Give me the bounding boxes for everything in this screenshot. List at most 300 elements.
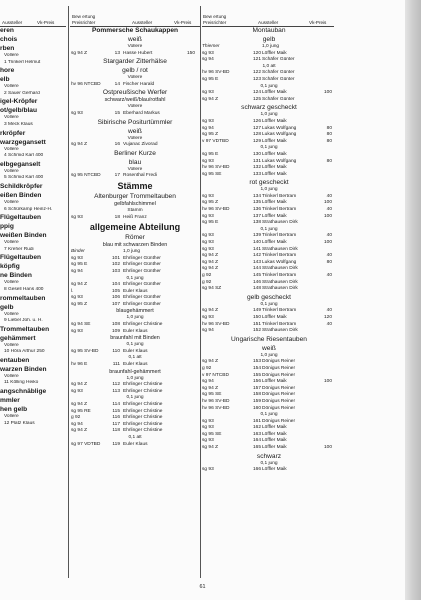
entry-text: 5 Schmid Karl 400 xyxy=(4,175,44,181)
entry-exhibitor-name: Ehrlinger Christine xyxy=(123,382,163,388)
section-heading: rben xyxy=(0,45,15,52)
entry-rating: sg 95 SE xyxy=(202,171,222,177)
section-heading: rot gescheckt xyxy=(249,179,289,187)
entry-row xyxy=(202,328,336,335)
section-heading: 0,1 jung xyxy=(260,301,278,307)
entry-exhibitor-name: Löffler Maik xyxy=(262,379,287,385)
entry-exhibitor-name: Trinkerl Bertram xyxy=(262,253,297,259)
entry-exhibitor-name: Eberhard Markus xyxy=(123,110,160,116)
entry-rating: sg 94 Z xyxy=(202,259,218,265)
entry-rating: sg 94 Z xyxy=(71,50,87,56)
entry-exhibitor-name: Dönigus Reiner xyxy=(262,405,296,411)
entry-row xyxy=(71,302,199,309)
entry-text: Vollere xyxy=(4,168,19,174)
entry-exhibitor-name: Ehrlinger Günther xyxy=(123,255,161,261)
entry-exhibitor-name: Löffler Maik xyxy=(262,445,287,451)
entry-entry-number: 130 xyxy=(252,151,261,157)
section-heading: igel-Kröpfer xyxy=(0,98,38,106)
section-heading: eißen Binden xyxy=(0,191,42,199)
entry-entry-number: 153 xyxy=(252,359,261,365)
entry-price: 40 xyxy=(326,321,332,327)
entry-rating: v 97 NTCBD xyxy=(202,372,229,378)
section-heading: Vollere xyxy=(127,104,143,110)
entry-text: 6 Schürkamp Heinz-H. xyxy=(4,206,53,212)
entry-row xyxy=(202,207,336,214)
entry-row xyxy=(71,142,199,149)
entry-rating: sg 93 xyxy=(202,118,214,124)
entry-row xyxy=(202,220,336,227)
entry-rating: sg 93 xyxy=(202,467,214,473)
entry-entry-number: 122 xyxy=(252,70,261,76)
entry-row xyxy=(71,82,199,89)
section-heading: chois xyxy=(0,36,18,43)
entry-rating: sg 94 Z xyxy=(71,402,87,407)
entry-exhibitor-name: Ehrlinger Christine xyxy=(123,322,163,328)
entry-row xyxy=(202,286,336,293)
entry-price: 40 xyxy=(326,193,332,199)
entry-exhibitor-name: Ehrlinger Christine xyxy=(123,415,163,421)
entry-rating: sg 94 SE xyxy=(71,322,91,328)
entry-text: 8 Gesell Hans 400 xyxy=(4,286,44,292)
entry-row xyxy=(202,57,336,64)
entry-row xyxy=(202,399,336,406)
entry-rating: sg 94 Z xyxy=(202,385,218,391)
section-heading: Vollere xyxy=(127,75,143,81)
section-heading: Vollere xyxy=(127,135,143,141)
entry-entry-number: 127 xyxy=(252,125,261,131)
header-exhibitor-label: Aussteller xyxy=(258,19,279,25)
entry-text: Vollere xyxy=(4,280,19,286)
entry-rating: hv 96 E xyxy=(71,362,88,368)
entry-row xyxy=(202,315,336,322)
entry-entry-number: 155 xyxy=(252,372,261,378)
entry-exhibitor-name: Löffler Maik xyxy=(262,151,287,157)
section-heading: weiß xyxy=(128,36,142,43)
entry-entry-number: 117 xyxy=(112,421,120,427)
entry-rating: sg 94 Z xyxy=(71,382,87,388)
entry-entry-number: 13 xyxy=(114,50,120,56)
entry-entry-number: 135 xyxy=(252,200,261,206)
entry-text: 12 Platz Klaus xyxy=(4,420,35,426)
section-heading: elbgeganselt xyxy=(0,160,41,168)
section-heading: köpfig xyxy=(0,263,20,271)
entry-exhibitor-name: Euler Klaus xyxy=(123,348,148,354)
entry-entry-number: 159 xyxy=(252,398,261,404)
entry-row xyxy=(71,415,199,422)
entry-rating: sg 94 Z xyxy=(71,282,87,288)
entry-price: 80 xyxy=(326,138,332,144)
section-heading: 0,1 jung xyxy=(126,395,144,401)
entry-row xyxy=(71,269,199,276)
entry-exhibitor-name: Dönigus Reiner xyxy=(262,398,296,404)
entry-row xyxy=(202,152,336,159)
entry-entry-number: 124 xyxy=(252,90,261,96)
entry-text: Vollere xyxy=(4,311,19,317)
entry-exhibitor-name: Strathausen Dirk xyxy=(262,220,298,226)
entry-price: 100 xyxy=(323,90,332,96)
entry-entry-number: 162 xyxy=(252,425,261,431)
entry-rating: sg 94 Z xyxy=(202,308,218,314)
entry-price: 80 xyxy=(326,158,332,164)
entry-rating: hv 96 SV-BD xyxy=(202,165,230,171)
entry-row xyxy=(71,402,199,409)
entry-exhibitor-name: Trinkerl Bertram xyxy=(262,308,297,314)
entry-rating: v 97 VDTBD xyxy=(202,138,229,144)
entry-rating: sg 95 SE xyxy=(202,431,222,437)
entry-exhibitor-name: Löffler Maik xyxy=(262,165,287,171)
entry-entry-number: 104 xyxy=(111,282,120,288)
entry-row xyxy=(71,362,199,369)
entry-entry-number: 102 xyxy=(111,262,120,268)
entry-price: 100 xyxy=(323,379,332,385)
section-heading: 0,1 jung xyxy=(126,275,144,281)
entry-entry-number: 125 xyxy=(252,96,261,102)
section-heading: 0,1 jung xyxy=(260,412,278,418)
section-heading: braunfahl-gehämmert xyxy=(109,368,161,375)
entry-row xyxy=(202,406,336,413)
entry-entry-number: 150 xyxy=(252,314,261,320)
entry-entry-number: 154 xyxy=(252,365,261,371)
entry-row xyxy=(71,173,199,180)
entry-price: 40 xyxy=(326,253,332,259)
entry-entry-number: 18 xyxy=(114,214,120,220)
header-exhibitor-label: Aussteller xyxy=(132,19,153,25)
entry-text: Vollere xyxy=(4,146,19,152)
entry-row xyxy=(202,139,336,146)
entry-rating: sg 93 xyxy=(202,213,214,219)
entry-rating: hv 96 SV-BD xyxy=(202,321,230,327)
entry-rating: sg 93 xyxy=(71,295,83,301)
section-heading: braunfahl mit Binden xyxy=(110,335,160,342)
entry-exhibitor-name: 1,0 jung xyxy=(262,44,280,49)
entry-entry-number: 136 xyxy=(252,207,261,213)
entry-exhibitor-name: Trinkerl Bertram xyxy=(262,273,297,278)
entry-exhibitor-name: Trinkerl Bertram xyxy=(262,233,297,239)
entry-entry-number: 128 xyxy=(252,132,261,138)
section-heading: Sibirische Positurtümmler xyxy=(97,118,173,126)
entry-row xyxy=(71,111,199,118)
entry-rating: hv 96 NTCBD xyxy=(71,81,101,87)
entry-rating: sg 94 xyxy=(202,379,214,385)
entry-text: Vollere xyxy=(4,199,19,205)
entry-price: 80 xyxy=(326,125,332,131)
entry-rating: sg 93 xyxy=(71,255,83,261)
entry-entry-number: 140 xyxy=(252,240,261,246)
entry-text: Vollere xyxy=(4,342,19,348)
section-heading: ne Binden xyxy=(0,272,32,280)
entry-entry-number: 111 xyxy=(112,362,120,368)
entry-rating: sg 95 E xyxy=(202,76,219,82)
entry-exhibitor-name: Lukas Wolfgang xyxy=(262,158,297,164)
entry-exhibitor-name: Ehrlinger Christine xyxy=(123,402,163,407)
entry-entry-number: 17 xyxy=(114,173,120,179)
entry-entry-number: 132 xyxy=(252,165,261,171)
entry-rating: sg 94 Z xyxy=(202,445,218,451)
entry-rating: sg 93 xyxy=(202,246,214,252)
entry-exhibitor-name: Löffler Maik xyxy=(262,200,287,206)
entry-rating: sg 94 xyxy=(71,268,83,274)
entry-row xyxy=(202,172,336,179)
entry-rating: sg 93 xyxy=(202,50,214,56)
section-heading: elb xyxy=(0,76,10,84)
entry-exhibitor-name: Strathausen Dirk xyxy=(262,279,298,285)
entry-price: 100 xyxy=(323,445,332,451)
header-price-label: Vk-Preis xyxy=(309,19,327,25)
entry-price: 100 xyxy=(323,200,332,206)
entry-row xyxy=(71,389,199,396)
section-heading: gelb / rot xyxy=(122,67,148,75)
header-price-label: Vk-Preis xyxy=(37,19,55,25)
entry-rating: g 92 xyxy=(202,279,212,285)
entry-rating: hv 96 SV-BD xyxy=(202,398,230,404)
entry-rating: l. xyxy=(71,288,74,294)
entry-exhibitor-name: Löffler Maik xyxy=(262,171,287,177)
section-heading: 1,0 jung xyxy=(260,187,278,193)
entry-entry-number: 112 xyxy=(112,382,120,388)
entry-entry-number: 16 xyxy=(114,142,120,148)
entry-price: 40 xyxy=(326,207,332,213)
entry-entry-number: 163 xyxy=(252,431,261,437)
section-heading: Vollere xyxy=(127,44,143,49)
header-exhibitor-label: Aussteller xyxy=(2,19,23,25)
section-heading: blau mit schwarzen Binden xyxy=(102,242,168,249)
entry-entry-number: 110 xyxy=(112,348,120,354)
entry-exhibitor-name: Löffler Maik xyxy=(262,50,287,56)
entry-row xyxy=(202,366,336,373)
entry-text: 2 Sauer Gerhard xyxy=(4,90,40,96)
page-number: 61 xyxy=(199,584,206,590)
entry-rating: sg 93 xyxy=(202,425,214,431)
middle-column xyxy=(71,26,199,578)
section-heading: blaugehämmert xyxy=(116,308,154,315)
entry-entry-number: 161 xyxy=(252,418,261,424)
entry-rating: sg 95 Z xyxy=(202,200,218,206)
entry-exhibitor-name: Trinkerl Bertram xyxy=(262,321,297,327)
entry-exhibitor-name: Strathausen Dirk xyxy=(262,246,298,252)
entry-exhibitor-name: Löffler Maik xyxy=(262,138,287,144)
entry-row xyxy=(202,132,336,139)
entry-entry-number: 109 xyxy=(111,328,120,334)
entry-rating: sg 93 xyxy=(71,388,83,394)
entry-row xyxy=(202,90,336,97)
entry-entry-number: 126 xyxy=(252,118,261,124)
section-heading: Flügeltauben xyxy=(0,214,42,222)
entry-row xyxy=(202,308,336,315)
section-heading: rommeltauben xyxy=(0,294,46,302)
entry-row xyxy=(71,349,199,356)
entry-rating: sg 93 xyxy=(71,328,83,334)
entry-exhibitor-name: Ehrlinger Günther xyxy=(123,262,161,268)
section-heading: Pommersche Schaukappen xyxy=(91,27,179,34)
section-heading: gelbfahlschimmel xyxy=(114,200,156,207)
entry-rating: hv 96 SV-BD xyxy=(202,70,230,76)
entry-exhibitor-name: Rosenthal Fredi xyxy=(123,173,157,179)
entry-rating: hv 96 SV-BD xyxy=(202,207,230,213)
entry-text: 3 Meck Klaus xyxy=(4,121,33,127)
entry-exhibitor-name: Trinkerl Bertram xyxy=(262,207,297,213)
entry-entry-number: 115 xyxy=(112,408,120,414)
entry-row xyxy=(202,70,336,77)
entry-entry-number: 118 xyxy=(112,428,120,434)
entry-exhibitor-name: Dönigus Reiner xyxy=(262,359,296,365)
section-heading: weiß xyxy=(128,127,142,135)
section-heading: 0,1 alt xyxy=(128,434,142,440)
section-heading: angschnäblige xyxy=(0,388,47,396)
entry-text: 11 Kölling Heiko xyxy=(4,380,39,386)
entry-rating: sg 95 RE xyxy=(71,408,91,414)
entry-entry-number: 139 xyxy=(252,233,261,239)
entry-entry-number: 129 xyxy=(252,138,261,144)
entry-entry-number: 103 xyxy=(111,268,120,274)
entry-rating: sg 93 xyxy=(71,110,83,116)
entry-entry-number: 160 xyxy=(252,405,261,411)
entry-row xyxy=(71,51,199,58)
entry-row xyxy=(202,392,336,399)
entry-rating: sg 95 Z xyxy=(202,132,218,138)
left-column xyxy=(0,26,67,578)
entry-entry-number: 121 xyxy=(252,57,261,63)
header-rating-label: Bew ertung Preisrichter xyxy=(72,14,96,25)
entry-exhibitor-name: Löffler Maik xyxy=(262,90,287,96)
entry-rating: sg 95 E xyxy=(202,151,219,157)
entry-row xyxy=(71,442,199,449)
entry-text: Vollere xyxy=(4,84,19,90)
entry-rating: sg 93 xyxy=(71,214,83,220)
entry-row xyxy=(202,253,336,260)
entry-rating: sg 94 xyxy=(71,421,83,427)
entry-rating: g 92 xyxy=(202,365,212,371)
entry-text: Vollere xyxy=(4,414,19,420)
entry-row xyxy=(71,382,199,389)
entry-rating: sg 95 E xyxy=(71,262,88,268)
entry-exhibitor-name: Dönigus Reiner xyxy=(262,418,296,424)
section-heading: Berliner Kurze xyxy=(114,149,156,157)
section-heading: warzgegansett xyxy=(0,138,46,146)
section-heading: Stargarder Zitterhälse xyxy=(103,58,167,66)
section-heading: 0,1 jung xyxy=(260,460,278,466)
section-heading: Stamm xyxy=(127,207,143,213)
header-price-label: Vk-Preis xyxy=(174,19,192,25)
entry-row xyxy=(71,215,199,222)
section-heading: Vollere xyxy=(127,166,143,172)
entry-exhibitor-name: Heiß Franz xyxy=(123,214,147,220)
entry-entry-number: 106 xyxy=(111,295,120,301)
entry-text: 1 Trinkerl Helmut xyxy=(4,59,41,65)
entry-exhibitor-name: Schäfer Günter xyxy=(262,96,295,102)
entry-exhibitor-name: Ehrlinger Christine xyxy=(123,428,163,434)
entry-exhibitor-name: Schäfer Günter xyxy=(262,57,295,63)
entry-entry-number: 164 xyxy=(252,438,261,444)
entry-row xyxy=(202,445,336,452)
entry-entry-number: 165 xyxy=(252,445,261,451)
entry-row xyxy=(202,273,336,280)
entry-price: 40 xyxy=(326,233,332,239)
entry-exhibitor-name: Euler Klaus xyxy=(123,441,148,447)
entry-entry-number: 141 xyxy=(252,246,261,252)
entry-rating: Thiemer xyxy=(202,44,220,49)
entry-entry-number: 113 xyxy=(112,388,120,394)
entry-entry-number: 101 xyxy=(111,255,120,261)
entry-exhibitor-name: Ehrlinger Günther xyxy=(123,268,161,274)
entry-exhibitor-name: Trinkerl Bertram xyxy=(262,193,297,199)
entry-row xyxy=(202,240,336,247)
entry-text: Vollere xyxy=(4,240,19,246)
entry-row xyxy=(202,165,336,172)
entry-exhibitor-name: Dönigus Reiner xyxy=(262,385,296,391)
entry-entry-number: 108 xyxy=(111,322,120,328)
section-heading: Schildkröpfer xyxy=(0,182,43,190)
entry-text: 9 Liebel Joh. u. H. xyxy=(4,318,43,324)
section-heading: mmler xyxy=(0,397,20,405)
entry-rating: sg 93 xyxy=(202,90,214,96)
entry-price: 100 xyxy=(323,240,332,246)
entry-text: 10 Höra Arthur 250 xyxy=(4,349,45,355)
section-heading: 1,0 jung xyxy=(260,352,278,358)
entry-exhibitor-name: Schäfer Günter xyxy=(262,76,295,82)
entry-price: 40 xyxy=(326,308,332,314)
entry-text: 4 Schmid Karl 400 xyxy=(4,153,44,159)
entry-entry-number: 166 xyxy=(252,467,261,473)
entry-row xyxy=(202,97,336,104)
entry-exhibitor-name: Lukas Wolfgang xyxy=(262,125,297,131)
entry-entry-number: 158 xyxy=(252,392,261,398)
entry-entry-number: 131 xyxy=(252,158,261,164)
section-heading: gelb gescheckt xyxy=(247,293,291,301)
section-heading: 0,1 jung xyxy=(126,342,144,348)
entry-exhibitor-name: Euler Klaus xyxy=(123,328,148,334)
entry-price: 80 xyxy=(326,132,332,138)
entry-rating: sg 95 NTCBD xyxy=(71,173,101,179)
entry-rating: sg 94 Z xyxy=(202,359,218,365)
entry-exhibitor-name: Lukas Wolfgang xyxy=(262,259,297,265)
section-heading: blau xyxy=(128,158,142,166)
entry-exhibitor-name: Strathausen Dirk xyxy=(262,286,298,292)
entry-entry-number: 137 xyxy=(252,213,261,219)
section-heading: 0,1 jung xyxy=(260,83,278,89)
entry-row xyxy=(71,428,199,435)
section-heading: Stämme xyxy=(117,180,153,191)
entry-rating: sg 93 xyxy=(202,158,214,164)
entry-rating: sg 94 xyxy=(202,57,214,63)
entry-row xyxy=(202,379,336,386)
entry-rating: sg 94 Z xyxy=(71,142,87,148)
entry-entry-number: 120 xyxy=(252,50,261,56)
column-divider xyxy=(200,6,201,578)
entry-price: 100 xyxy=(323,213,332,219)
entry-entry-number: 144 xyxy=(252,266,261,272)
entry-exhibitor-name: Löffler Maik xyxy=(262,467,287,473)
entry-entry-number: 114 xyxy=(112,402,120,407)
entry-rating: sg 94 SZ xyxy=(202,286,222,292)
entry-exhibitor-name: Ehrlinger Christine xyxy=(123,388,163,394)
entry-exhibitor-name: Ehrlinger Günther xyxy=(123,295,161,301)
section-heading: gelb xyxy=(0,303,14,311)
entry-entry-number: 134 xyxy=(252,193,261,199)
entry-entry-number: 157 xyxy=(252,385,261,391)
entry-entry-number: 148 xyxy=(252,286,261,292)
entry-entry-number: 14 xyxy=(114,81,120,87)
entry-row xyxy=(202,44,336,51)
entry-rating: sg 94 Z xyxy=(71,428,87,434)
header-right xyxy=(202,6,334,27)
entry-exhibitor-name: Dönigus Reiner xyxy=(262,372,296,378)
entry-exhibitor-name: Lukas Wolfgang xyxy=(262,132,297,138)
section-heading: 0,1 jung xyxy=(260,145,278,151)
section-heading: Ostpreußische Werfer xyxy=(102,89,168,97)
entry-rating: g 92 xyxy=(202,273,212,278)
entry-row xyxy=(202,359,336,366)
entry-rating: sg 95 SE xyxy=(202,392,222,398)
